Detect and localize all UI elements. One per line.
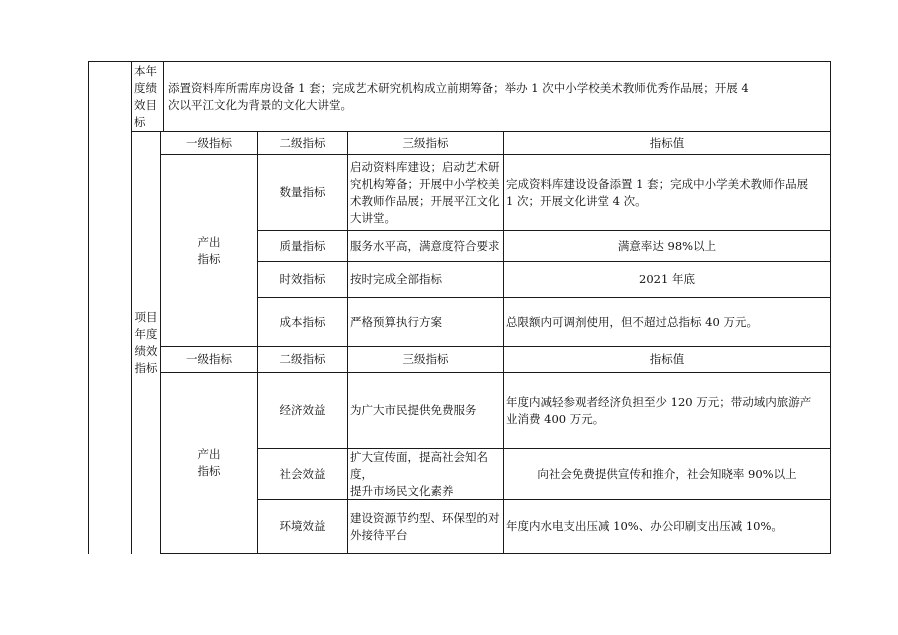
header1-level2: 二级指标 <box>279 135 326 150</box>
header2-level1: 一级指标 <box>186 352 232 366</box>
project-indicator-label: 项目 年度 绩效 指标 <box>134 309 158 375</box>
environment-value: 年度内水电支出压减 10%、办公印刷支出压减 10%。 <box>506 519 783 533</box>
output-level1: 产出 指标 <box>197 234 221 266</box>
rule-far-left <box>88 61 89 554</box>
economic-level2: 经济效益 <box>279 403 326 417</box>
quantity-level3: 启动资料库建设；启动艺术研 究机构筹备；开展中小学校美 术教师作品展；开展平江文化 大讲堂。 <box>350 159 500 225</box>
timeliness-level3: 按时完成全部指标 <box>350 272 442 286</box>
economic-level3: 为广大市民提供免费服务 <box>350 403 477 417</box>
header2-value: 指标值 <box>649 352 685 366</box>
economic-value: 年度内减轻参观者经济负担至少 120 万元；带动域内旅游产 业消费 400 万元。 <box>506 394 812 426</box>
header1-level3: 三级指标 <box>402 135 449 150</box>
effect-level1: 产出 指标 <box>197 447 221 478</box>
cost-level3: 严格预算执行方案 <box>350 314 442 329</box>
timeliness-value: 2021 年底 <box>639 272 695 286</box>
environment-level3: 建设资源节约型、环保型的对 外接待平台 <box>350 510 500 542</box>
timeliness-level2: 时效指标 <box>279 272 326 286</box>
social-level2: 社会效益 <box>279 466 326 481</box>
quantity-level2: 数量指标 <box>279 185 326 199</box>
quantity-value: 完成资料库建设设备添置 1 套；完成中小学美术教师作品展 1 次；开展文化讲堂 4 次。 <box>506 176 809 208</box>
rule-bottom <box>160 553 831 554</box>
header1-level1: 一级指标 <box>186 135 232 150</box>
quality-level2: 质量指标 <box>279 238 326 253</box>
quality-value: 满意率达 98%以上 <box>617 238 717 253</box>
header2-level3: 三级指标 <box>402 352 449 366</box>
rule-right <box>830 61 831 554</box>
header2-level2: 二级指标 <box>279 352 326 366</box>
annual-goal-label: 本年 度绩 效目 标 <box>134 63 157 129</box>
social-value: 向社会免费提供宣传和推介，社会知晓率 90%以上 <box>537 466 797 481</box>
cost-level2: 成本指标 <box>279 314 326 329</box>
annual-goal-text: 添置资料库所需库房设备 1 套；完成艺术研究机构成立前期筹备；举办 1 次中小学校美术教师优秀作品展；开展 4 次以平江文化为背景的文化大讲堂。 <box>168 80 749 112</box>
cost-value: 总限额内可调剂使用，但不超过总指标 40 万元。 <box>506 314 758 329</box>
social-level3: 扩大宣传面，提高社会知名度， 提升市场民文化素养 <box>350 449 488 498</box>
quality-level3: 服务水平高，满意度符合要求 <box>350 238 500 253</box>
environment-level2: 环境效益 <box>279 519 326 533</box>
header1-value: 指标值 <box>649 135 685 150</box>
